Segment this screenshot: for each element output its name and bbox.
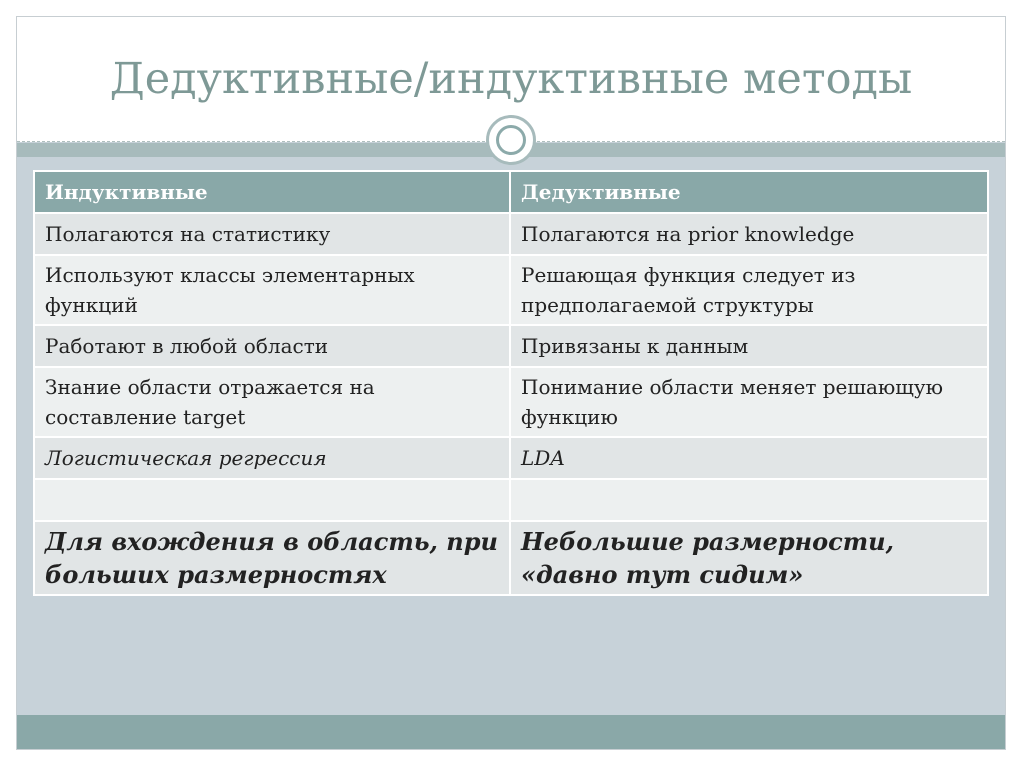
table-cell [510,479,988,521]
comparison-table [33,170,989,596]
table-cell: Используют классы элементарных функций [34,255,510,325]
table-cell: LDA [510,437,988,479]
table-cell: Небольшие размерности, «давно тут сидим» [510,521,988,595]
table-cell: Привязаны к данным [510,325,988,367]
bottom-band [17,715,1005,749]
comparison-table-container [33,170,987,596]
table-cell: Понимание области меняет решающую функцию [510,367,988,437]
table-cell [34,479,510,521]
header-deductive: Дедуктивные [510,171,988,213]
table-row [34,325,988,367]
table-row-summary [34,521,988,595]
table-row [34,255,988,325]
table-cell: Полагаются на prior knowledge [510,213,988,255]
slide [16,16,1006,750]
slide-title: Дедуктивные/индуктивные методы [109,54,913,104]
table-header-row [34,171,988,213]
table-cell: Работают в любой области [34,325,510,367]
circle-ornament-icon [486,115,536,165]
table-cell: Полагаются на статистику [34,213,510,255]
table-cell: Для вхождения в область, при больших размерностях [34,521,510,595]
table-row [34,213,988,255]
table-row [34,437,988,479]
table-row [34,367,988,437]
table-row-empty [34,479,988,521]
header-inductive: Индуктивные [34,171,510,213]
table-cell: Логистическая регрессия [34,437,510,479]
table-cell: Решающая функция следует из предполагаемой структуры [510,255,988,325]
table-cell: Знание области отражается на составление target [34,367,510,437]
